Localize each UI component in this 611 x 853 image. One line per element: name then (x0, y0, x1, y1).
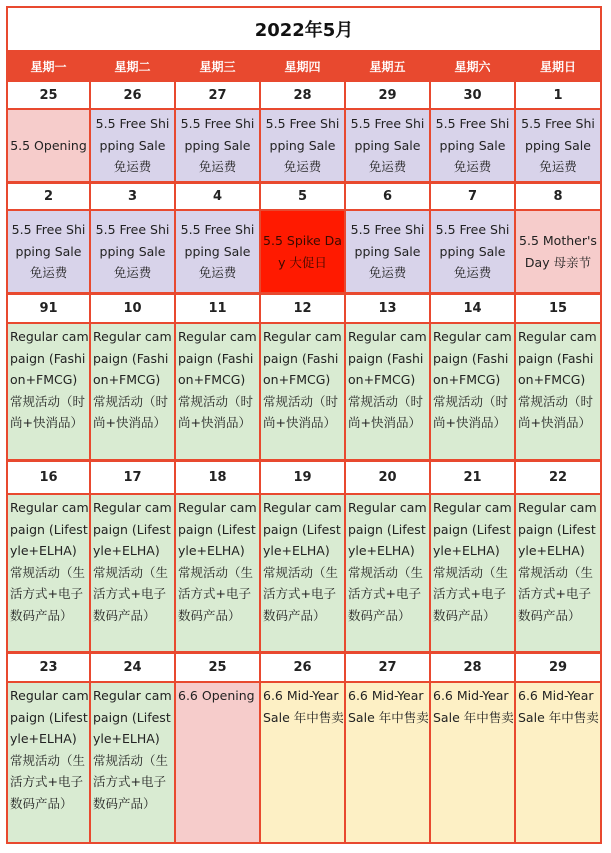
weekday-header: 星期一 (30, 59, 67, 74)
day-number: 26 (261, 654, 344, 681)
event-cell (431, 211, 514, 292)
event-text: 5.5 Free Shipping Sale 免运费 (265, 116, 340, 175)
event-cell (516, 110, 600, 181)
event-text: 5.5 Free Shipping Sale 免运费 (350, 116, 425, 175)
event-cell (261, 211, 344, 292)
event-cell (91, 110, 174, 181)
day-number: 5 (261, 184, 344, 209)
event-cell (261, 324, 344, 459)
day-number: 25 (8, 82, 89, 108)
event-text: Regular campaign (Fashion+FMCG) 常规活动（时尚+快消品） (263, 329, 342, 430)
weekday-header: 星期二 (114, 59, 151, 74)
event-cell (176, 110, 259, 181)
event-cell (346, 110, 429, 181)
event-cell (346, 495, 429, 651)
day-number: 4 (176, 184, 259, 209)
event-cell (261, 495, 344, 651)
day-number: 7 (431, 184, 514, 209)
weekday-header: 星期三 (199, 59, 236, 74)
event-text: Regular campaign (Fashion+FMCG) 常规活动（时尚+快消品） (348, 329, 427, 430)
event-cell (431, 683, 514, 842)
event-text: 5.5 Opening (10, 137, 87, 153)
day-number: 2 (8, 184, 89, 209)
event-text: Regular campaign (Fashion+FMCG) 常规活动（时尚+快消品） (178, 329, 257, 430)
event-text: 5.5 Free Shipping Sale 免运费 (435, 222, 510, 281)
event-text: 6.6 Mid-Year Sale 年中售卖 (348, 688, 429, 725)
event-cell (346, 324, 429, 459)
event-cell (176, 211, 259, 292)
event-text: Regular campaign (Lifestyle+ELHA) 常规活动（生活方式+电子数码产品） (10, 688, 89, 811)
event-cell (8, 495, 89, 651)
event-text: 6.6 Mid-Year Sale 年中售卖 (518, 688, 599, 725)
day-number: 16 (8, 462, 89, 493)
event-cell (91, 324, 174, 459)
day-number: 19 (261, 462, 344, 493)
event-text: Regular campaign (Lifestyle+ELHA) 常规活动（生活方式+电子数码产品） (10, 500, 89, 623)
event-text: Regular campaign (Lifestyle+ELHA) 常规活动（生活方式+电子数码产品） (348, 500, 427, 623)
event-cell (176, 683, 259, 842)
event-text: Regular campaign (Lifestyle+ELHA) 常规活动（生活方式+电子数码产品） (178, 500, 257, 623)
day-number: 29 (346, 82, 429, 108)
event-cell (431, 495, 514, 651)
event-text: Regular campaign (Fashion+FMCG) 常规活动（时尚+快消品） (433, 329, 512, 430)
day-number: 29 (516, 654, 600, 681)
day-number: 27 (346, 654, 429, 681)
event-text: 5.5 Free Shipping Sale 免运费 (180, 116, 255, 175)
day-number: 20 (346, 462, 429, 493)
event-cell (8, 683, 89, 842)
event-cell (176, 324, 259, 459)
day-number: 28 (431, 654, 514, 681)
event-cell (516, 683, 600, 842)
event-text: Regular campaign (Lifestyle+ELHA) 常规活动（生活方式+电子数码产品） (518, 500, 597, 623)
event-text: 5.5 Free Shipping Sale 免运费 (11, 222, 86, 281)
event-text: Regular campaign (Fashion+FMCG) 常规活动（时尚+快消品） (93, 329, 172, 430)
event-text: 6.6 Mid-Year Sale 年中售卖 (433, 688, 514, 725)
event-cell (91, 495, 174, 651)
event-text: 5.5 Free Shipping Sale 免运费 (350, 222, 425, 281)
event-text: Regular campaign (Fashion+FMCG) 常规活动（时尚+快消品） (10, 329, 89, 430)
event-cell (516, 324, 600, 459)
day-number: 1 (516, 82, 600, 108)
weekday-header: 星期日 (539, 59, 576, 74)
day-number: 30 (431, 82, 514, 108)
day-number: 13 (346, 295, 429, 322)
event-cell (346, 211, 429, 292)
day-number: 15 (516, 295, 600, 322)
day-number: 17 (91, 462, 174, 493)
day-number: 24 (91, 654, 174, 681)
event-cell (8, 211, 89, 292)
event-cell (431, 110, 514, 181)
day-number: 28 (261, 82, 344, 108)
event-cell (431, 324, 514, 459)
day-number: 27 (176, 82, 259, 108)
event-cell (261, 110, 344, 181)
event-cell (8, 110, 89, 181)
event-text: 5.5 Free Shipping Sale 免运费 (95, 222, 170, 281)
day-number: 91 (8, 295, 89, 322)
day-number: 12 (261, 295, 344, 322)
day-number: 18 (176, 462, 259, 493)
event-text: 5.5 Free Shipping Sale 免运费 (180, 222, 255, 281)
event-cell (261, 683, 344, 842)
day-number: 14 (431, 295, 514, 322)
weekday-header: 星期六 (454, 59, 491, 74)
event-text: 5.5 Mother's Day 母亲节 (519, 233, 597, 270)
event-text: 5.5 Free Shipping Sale 免运费 (435, 116, 510, 175)
event-text: Regular campaign (Lifestyle+ELHA) 常规活动（生活方式+电子数码产品） (93, 688, 172, 811)
day-number: 22 (516, 462, 600, 493)
day-number: 8 (516, 184, 600, 209)
event-cell (91, 683, 174, 842)
event-text: 5.5 Spike Day 大促日 (263, 233, 342, 270)
event-text: Regular campaign (Fashion+FMCG) 常规活动（时尚+快消品） (518, 329, 597, 430)
day-number: 21 (431, 462, 514, 493)
event-cell (91, 211, 174, 292)
day-number: 3 (91, 184, 174, 209)
day-number: 26 (91, 82, 174, 108)
event-text: 5.5 Free Shipping Sale 免运费 (95, 116, 170, 175)
day-number: 10 (91, 295, 174, 322)
day-number: 6 (346, 184, 429, 209)
event-cell (346, 683, 429, 842)
weekday-header: 星期四 (284, 59, 321, 74)
day-number: 23 (8, 654, 89, 681)
event-cell (176, 495, 259, 651)
event-text: Regular campaign (Lifestyle+ELHA) 常规活动（生活方式+电子数码产品） (263, 500, 342, 623)
event-cell (516, 495, 600, 651)
event-cell (516, 211, 600, 292)
event-text: Regular campaign (Lifestyle+ELHA) 常规活动（生活方式+电子数码产品） (433, 500, 512, 623)
event-text: Regular campaign (Lifestyle+ELHA) 常规活动（生活方式+电子数码产品） (93, 500, 172, 623)
calendar-title: 2022年5月 (8, 8, 600, 50)
event-text: 5.5 Free Shipping Sale 免运费 (521, 116, 595, 175)
day-number: 11 (176, 295, 259, 322)
weekday-header: 星期五 (369, 59, 406, 74)
event-text: 6.6 Opening (178, 688, 255, 703)
calendar (6, 6, 602, 844)
event-text: 6.6 Mid-Year Sale 年中售卖 (263, 688, 344, 725)
day-number: 25 (176, 654, 259, 681)
event-cell (8, 324, 89, 459)
